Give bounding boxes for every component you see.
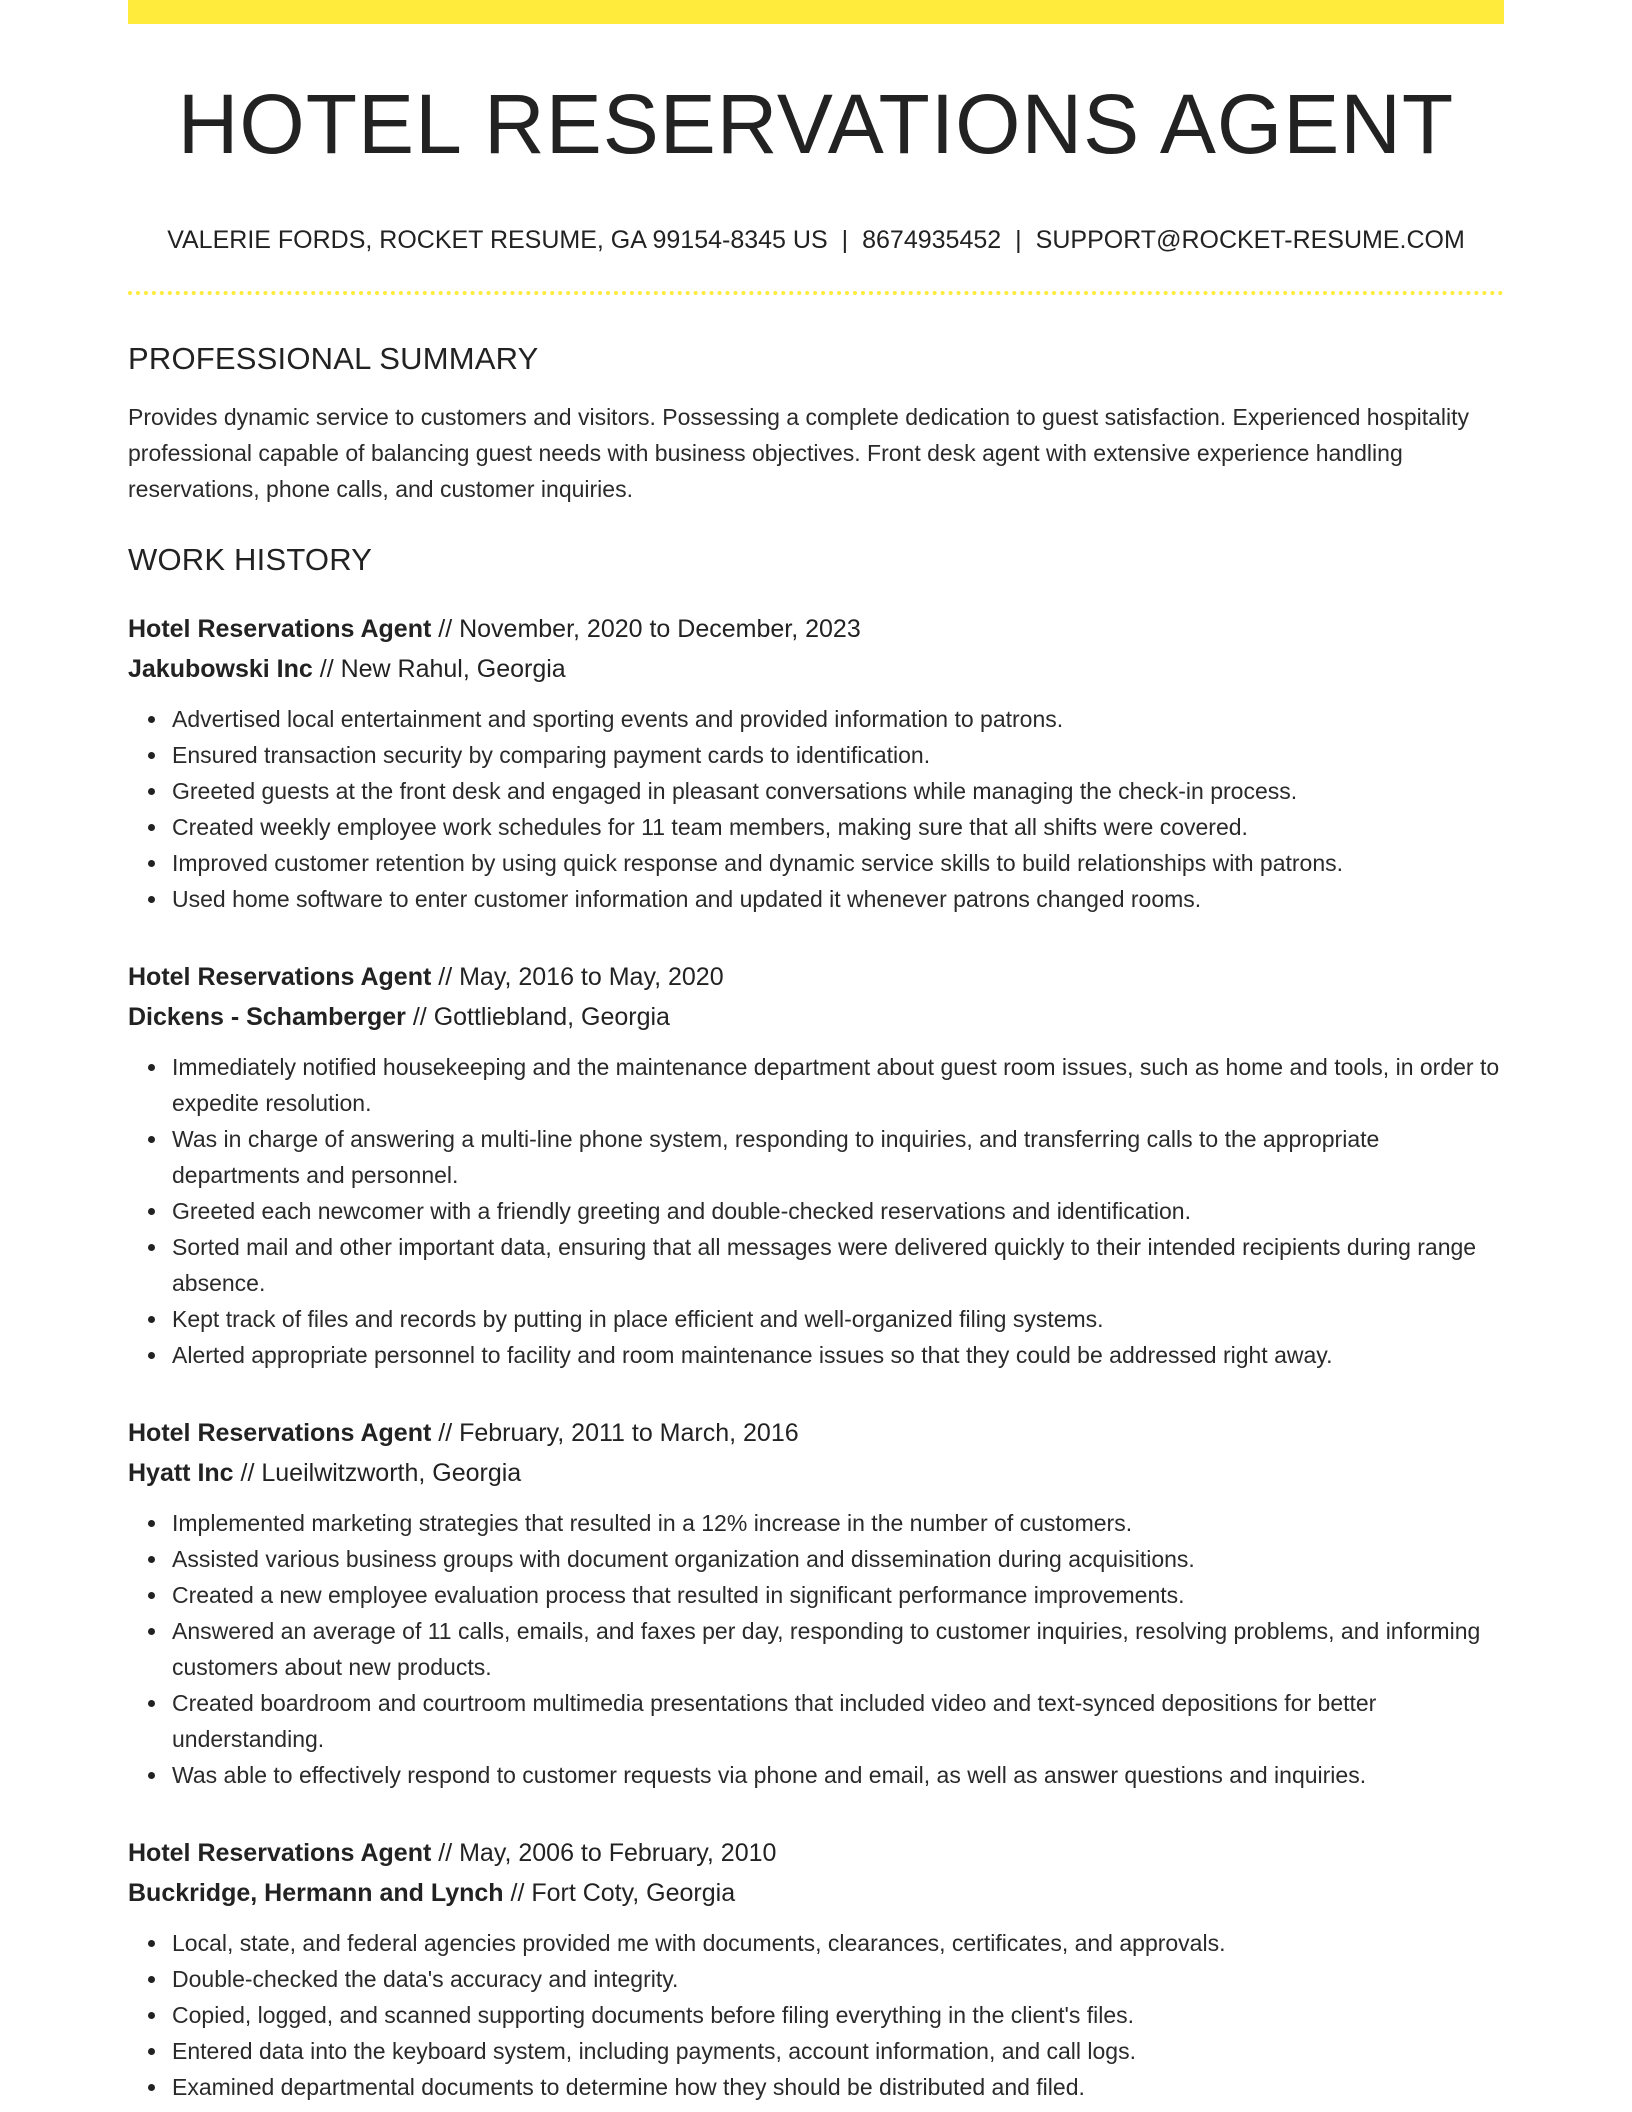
job-bullet: Immediately notified housekeeping and the maintenance department about guest room issues, such as home and tools, in order to expedite resolution.: [172, 1049, 1504, 1121]
job-bullet: Created boardroom and courtroom multimedia presentations that included video and text-synced depositions for better understanding.: [172, 1685, 1504, 1757]
resume-page: [128, 0, 1504, 2105]
summary-heading: PROFESSIONAL SUMMARY: [128, 341, 539, 376]
job-location: // Fort Coty, Georgia: [503, 1879, 736, 1907]
job-bullet: Double-checked the data's accuracy and integrity.: [172, 1961, 1504, 1997]
job-bullet: Answered an average of 11 calls, emails, and faxes per day, responding to customer inquiries, resolving problems, and informing customers about new products.: [172, 1613, 1504, 1685]
job-company-line: [128, 997, 1504, 1037]
work-history-heading: WORK HISTORY: [128, 542, 373, 577]
job-bullet: Alerted appropriate personnel to facility and room maintenance issues so that they could be addressed right away.: [172, 1337, 1504, 1373]
job-title: Hotel Reservations Agent: [128, 963, 432, 991]
contact-email: SUPPORT@ROCKET-RESUME.COM: [1035, 226, 1465, 254]
job-location: // Lueilwitzworth, Georgia: [233, 1459, 522, 1487]
job-bullet: Created weekly employee work schedules for 11 team members, making sure that all shifts were covered.: [172, 809, 1504, 845]
job-company-line: [128, 1873, 1504, 1913]
job-title: Hotel Reservations Agent: [128, 615, 432, 643]
work-history-list: [128, 609, 1504, 2105]
resume-title: HOTEL RESERVATIONS AGENT: [177, 77, 1455, 171]
job-entry: [128, 957, 1504, 1373]
dotted-divider: [128, 291, 1504, 295]
job-title-line: [128, 1833, 1504, 1873]
job-company: Hyatt Inc: [128, 1459, 234, 1487]
job-bullet: Entered data into the keyboard system, including payments, account information, and call logs.: [172, 2033, 1504, 2069]
job-bullets: [128, 1505, 1504, 1793]
job-bullet: Assisted various business groups with document organization and dissemination during acquisitions.: [172, 1541, 1504, 1577]
job-bullets: [128, 1925, 1504, 2105]
job-company: Dickens - Schamberger: [128, 1003, 406, 1031]
job-bullet: Advertised local entertainment and sporting events and provided information to patrons.: [172, 701, 1504, 737]
contact-phone: 8674935452: [862, 226, 1002, 254]
job-bullet: Sorted mail and other important data, ensuring that all messages were delivered quickly to their intended recipients during range absence.: [172, 1229, 1504, 1301]
job-bullets: [128, 701, 1504, 917]
job-bullet: Greeted guests at the front desk and engaged in pleasant conversations while managing the check-in process.: [172, 773, 1504, 809]
job-bullet: Implemented marketing strategies that resulted in a 12% increase in the number of customers.: [172, 1505, 1504, 1541]
job-location: // Gottliebland, Georgia: [405, 1003, 670, 1031]
job-bullet: Examined departmental documents to determine how they should be distributed and filed.: [172, 2069, 1504, 2105]
job-entry: [128, 1413, 1504, 1793]
job-entry: [128, 609, 1504, 917]
job-bullet: Kept track of files and records by putting in place efficient and well-organized filing systems.: [172, 1301, 1504, 1337]
job-title-line: [128, 1413, 1504, 1453]
job-bullet: Ensured transaction security by comparing payment cards to identification.: [172, 737, 1504, 773]
job-entry: [128, 1833, 1504, 2105]
job-bullet: Local, state, and federal agencies provided me with documents, clearances, certificates, and approvals.: [172, 1925, 1504, 1961]
job-company: Jakubowski Inc: [128, 655, 313, 683]
job-company-line: [128, 1453, 1504, 1493]
job-bullet: Improved customer retention by using quick response and dynamic service skills to build relationships with patrons.: [172, 845, 1504, 881]
summary-text: Provides dynamic service to customers and visitors. Possessing a complete dedication to guest satisfaction. Experienced hospitality professional capable of balancing guest needs with business objectives. Front desk agent with extensive experience handling reservations, phone calls, and customer inquiries.: [128, 404, 1470, 502]
contact-line: [128, 228, 1504, 253]
job-title-line: [128, 957, 1504, 997]
job-company-line: [128, 649, 1504, 689]
contact-address: VALERIE FORDS, ROCKET RESUME, GA 99154-8345 US: [167, 226, 828, 254]
contact-separator: |: [841, 226, 849, 254]
job-bullet: Was able to effectively respond to customer requests via phone and email, as well as answer questions and inquiries.: [172, 1757, 1504, 1793]
job-bullet: Copied, logged, and scanned supporting documents before filing everything in the client's files.: [172, 1997, 1504, 2033]
job-bullet: Was in charge of answering a multi-line phone system, responding to inquiries, and transferring calls to the appropriate departments and personnel.: [172, 1121, 1504, 1193]
job-bullet: Used home software to enter customer information and updated it whenever patrons changed rooms.: [172, 881, 1504, 917]
job-bullet: Greeted each newcomer with a friendly greeting and double-checked reservations and identification.: [172, 1193, 1504, 1229]
job-company: Buckridge, Hermann and Lynch: [128, 1879, 504, 1907]
job-dates: // May, 2016 to May, 2020: [431, 963, 724, 991]
job-bullets: [128, 1049, 1504, 1373]
top-accent-bar: [128, 0, 1504, 24]
job-title: Hotel Reservations Agent: [128, 1839, 432, 1867]
contact-separator: |: [1015, 226, 1022, 254]
job-title-line: [128, 609, 1504, 649]
job-dates: // May, 2006 to February, 2010: [431, 1839, 777, 1867]
job-bullet: Created a new employee evaluation process that resulted in significant performance improvements.: [172, 1577, 1504, 1613]
job-dates: // November, 2020 to December, 2023: [431, 615, 861, 643]
job-location: // New Rahul, Georgia: [312, 655, 566, 683]
job-title: Hotel Reservations Agent: [128, 1419, 432, 1447]
job-dates: // February, 2011 to March, 2016: [431, 1419, 799, 1447]
